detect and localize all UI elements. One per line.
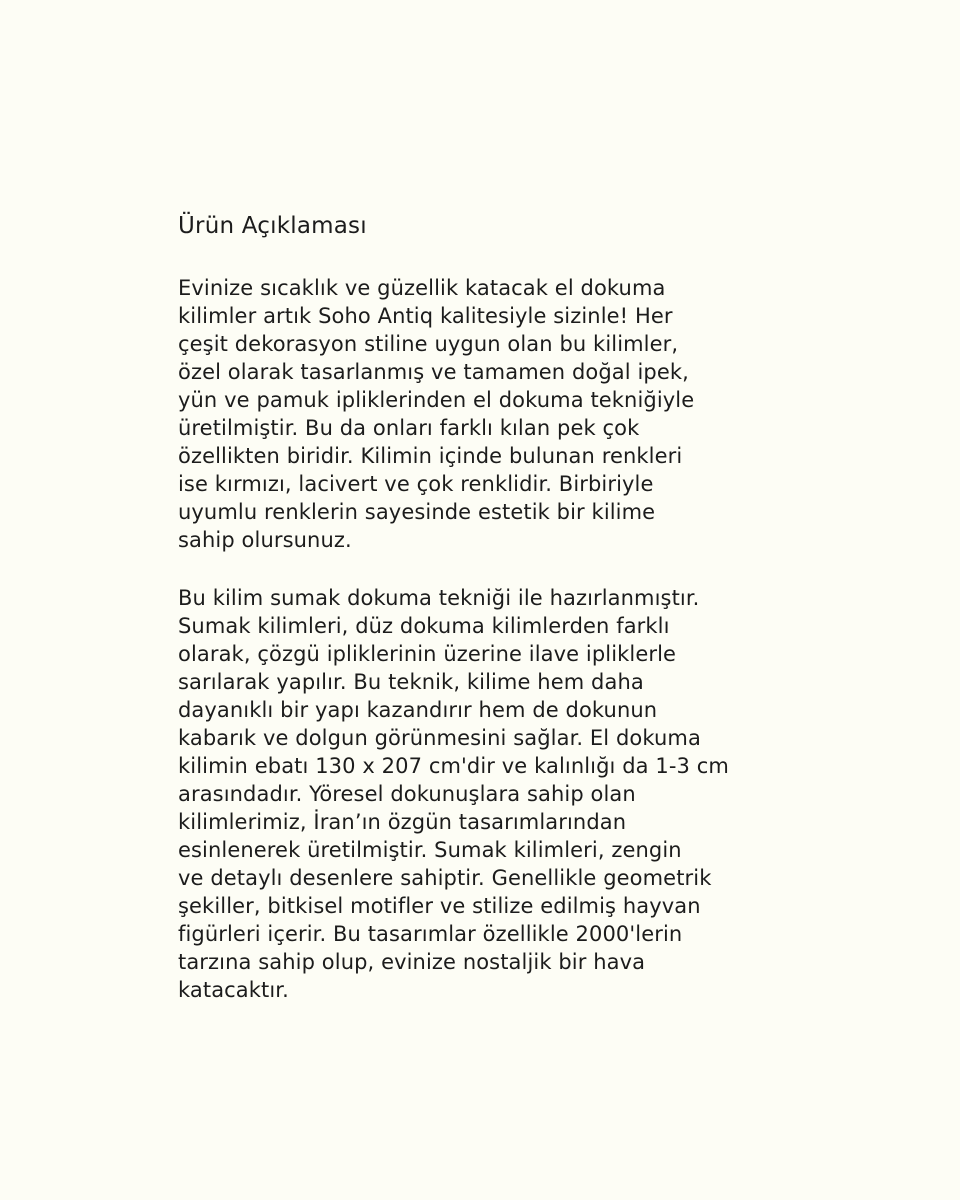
paragraph-line: kilimin ebatı 130 x 207 cm'dir ve kalınlığı da 1-3 cm (178, 754, 729, 778)
paragraph-line: uyumlu renklerin sayesinde estetik bir kilime (178, 500, 656, 524)
paragraph-line: çeşit dekorasyon stiline uygun olan bu kilimler, (178, 332, 679, 356)
paragraph-line: esinlenerek üretilmiştir. Sumak kilimleri, zengin (178, 838, 682, 862)
paragraph-line: Bu kilim sumak dokuma tekniği ile hazırlanmıştır. (178, 586, 700, 610)
paragraph-line: sahip olursunuz. (178, 528, 352, 552)
paragraph-line: yün ve pamuk ipliklerinden el dokuma tekniğiyle (178, 388, 695, 412)
paragraph-line: sarılarak yapılır. Bu teknik, kilime hem daha (178, 670, 644, 694)
paragraph-line: özellikten biridir. Kilimin içinde bulunan renkleri (178, 444, 683, 468)
section-title: Ürün Açıklaması (178, 213, 367, 239)
paragraph-line: özel olarak tasarlanmış ve tamamen doğal ipek, (178, 360, 689, 384)
paragraph-line: kilimlerimiz, İran’ın özgün tasarımlarından (178, 810, 627, 834)
paragraph-line: Sumak kilimleri, düz dokuma kilimlerden farklı (178, 614, 670, 638)
paragraph-line: olarak, çözgü ipliklerinin üzerine ilave ipliklerle (178, 642, 677, 666)
paragraph-line: ise kırmızı, lacivert ve çok renklidir. Birbiriyle (178, 472, 654, 496)
paragraph-line: kilimler artık Soho Antiq kalitesiyle sizinle! Her (178, 304, 673, 328)
paragraph-line: Evinize sıcaklık ve güzellik katacak el dokuma (178, 276, 666, 300)
paragraph-line: arasındadır. Yöresel dokunuşlara sahip olan (178, 782, 636, 806)
paragraph-line: şekiller, bitkisel motifler ve stilize edilmiş hayvan (178, 894, 701, 918)
paragraph-line: tarzına sahip olup, evinize nostaljik bir hava (178, 950, 646, 974)
paragraph-line: figürleri içerir. Bu tasarımlar özellikle 2000'lerin (178, 922, 683, 946)
paragraph-line: ve detaylı desenlere sahiptir. Genellikle geometrik (178, 866, 712, 890)
description-paragraph-2 (178, 584, 838, 1004)
paragraph-line: katacaktır. (178, 978, 289, 1002)
paragraph-line: üretilmiştir. Bu da onları farklı kılan pek çok (178, 416, 640, 440)
product-description (178, 210, 838, 1034)
description-paragraph-1 (178, 274, 838, 554)
paragraph-line: kabarık ve dolgun görünmesini sağlar. El dokuma (178, 726, 701, 750)
paragraph-line: dayanıklı bir yapı kazandırır hem de dokunun (178, 698, 658, 722)
